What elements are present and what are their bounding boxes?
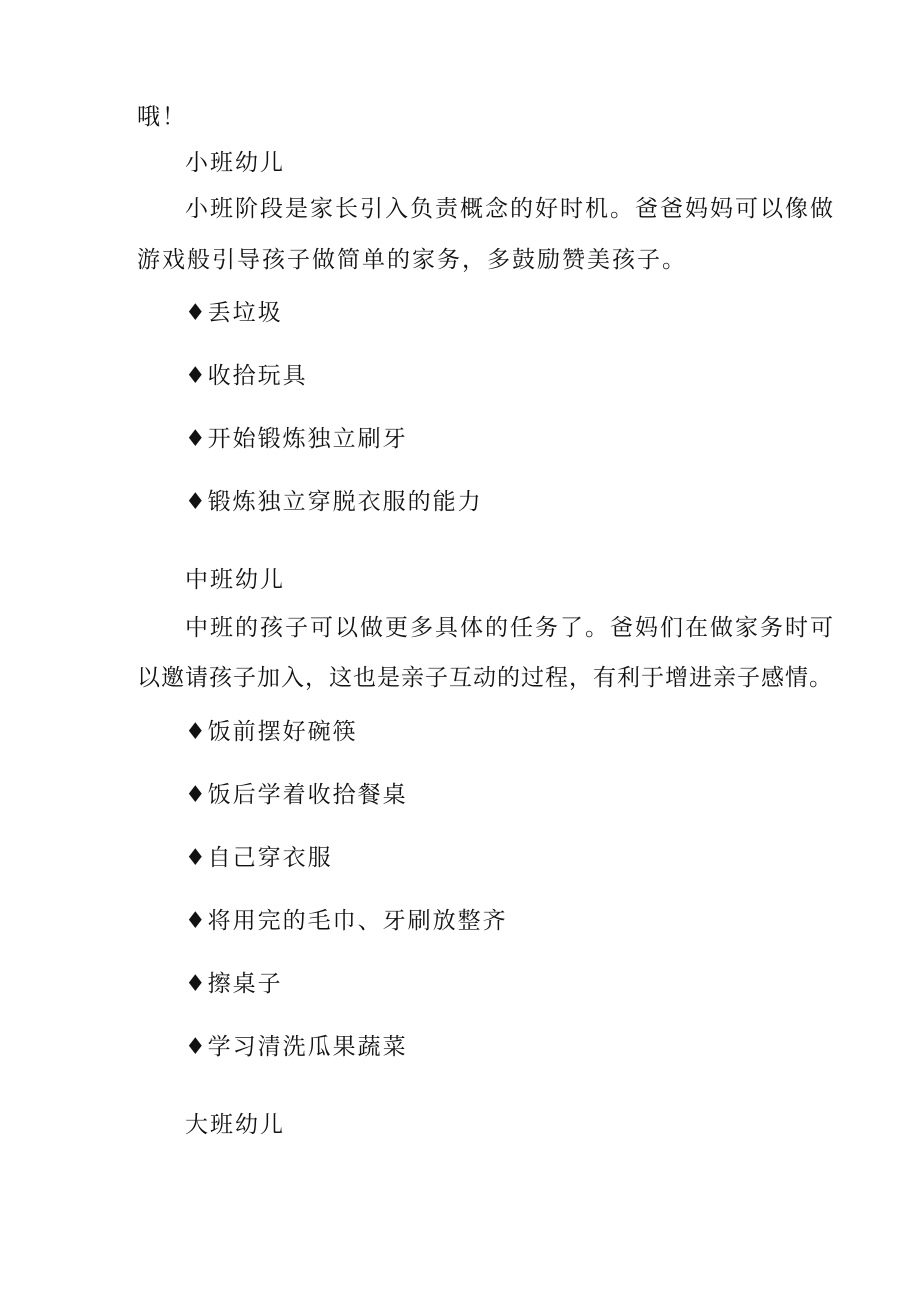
list-item: ♦学习清洗瓜果蔬菜: [185, 1034, 408, 1060]
list-item: ♦将用完的毛巾、牙刷放整齐: [185, 908, 508, 934]
list-item: ♦收拾玩具: [185, 363, 308, 389]
list-item: ♦自己穿衣服: [185, 845, 333, 871]
list-item: ♦饭后学着收拾餐桌: [185, 782, 408, 808]
paragraph-line: 中班的孩子可以做更多具体的任务了。爸妈们在做家务时可: [185, 615, 835, 641]
list-item: ♦丢垃圾: [185, 300, 283, 326]
paragraph-line: 游戏般引导孩子做简单的家务，多鼓励赞美孩子。: [137, 247, 687, 273]
section-heading-large-class: 大班幼儿: [185, 1112, 285, 1138]
list-item: ♦锻炼独立穿脱衣服的能力: [185, 489, 483, 515]
list-item: ♦饭前摆好碗筷: [185, 719, 358, 745]
section-heading-middle-class: 中班幼儿: [185, 567, 285, 593]
paragraph-line: 小班阶段是家长引入负责概念的好时机。爸爸妈妈可以像做: [185, 196, 835, 222]
paragraph-line: 以邀请孩子加入，这也是亲子互动的过程，有利于增进亲子感情。: [137, 665, 833, 691]
section-heading-small-class: 小班幼儿: [185, 150, 285, 176]
opening-text: 哦！: [137, 104, 187, 130]
list-item: ♦开始锻炼独立刷牙: [185, 426, 408, 452]
list-item: ♦擦桌子: [185, 971, 283, 997]
